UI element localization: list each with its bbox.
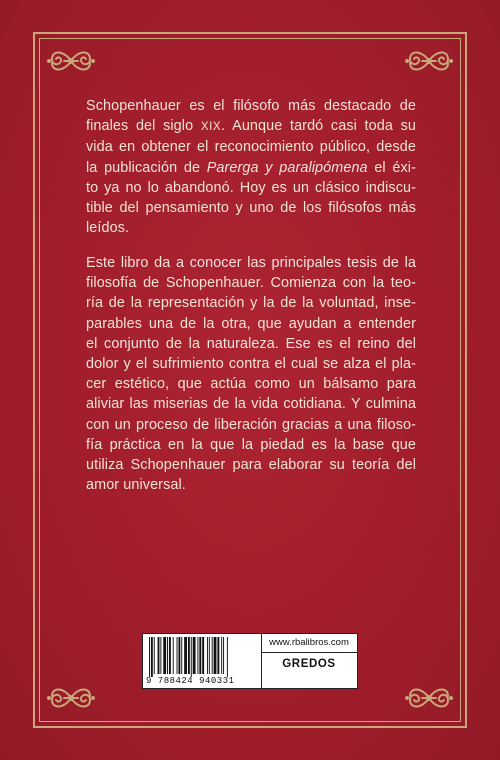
publisher-website: www.rbalibros.com: [269, 637, 349, 648]
synopsis-paragraph-2: [86, 253, 416, 495]
barcode-bar: [217, 637, 219, 674]
text-line: filosofía de Schopenhauer. Comienza con la teo-: [86, 275, 416, 292]
barcode-bar: [227, 637, 228, 677]
text-line: Schopenhauer es el filósofo más destacado de: [86, 98, 416, 114]
barcode-bar: [178, 637, 180, 674]
text-line: vida en obtener el reconocimiento público, desde: [86, 139, 416, 156]
barcode-bar: [169, 637, 171, 674]
barcode-panel: [142, 633, 358, 689]
text-line: con un proceso de liberación gracias a una filoso-: [86, 416, 416, 433]
barcode-bar: [221, 637, 222, 674]
text-line: utiliza Schopenhauer para elaborar su teoría del: [86, 457, 416, 474]
corner-ornament-icon: [44, 681, 98, 715]
barcode-bar: [193, 637, 196, 674]
barcode-bar: [223, 637, 224, 674]
barcode-bar: [181, 637, 182, 674]
text-line: la publicación de Parerga y paralipómena el éxi-: [86, 159, 416, 176]
text-line: amor universal.: [86, 477, 186, 494]
text-line: fía práctica en la que la piedad es la base que: [86, 436, 416, 453]
barcode-bar: [167, 637, 168, 674]
text-line: leídos.: [86, 220, 130, 237]
barcode-bar: [214, 637, 217, 674]
barcode-bar: [151, 637, 153, 677]
text-line: aliviar las miserias de la vida cotidiana. Y culmina: [86, 396, 416, 413]
divider: [261, 634, 262, 688]
barcode-bar: [202, 637, 204, 674]
barcode-bar: [184, 637, 187, 674]
corner-ornament-icon: [44, 44, 98, 78]
barcode-bar: [177, 637, 178, 674]
barcode-bar: [154, 637, 155, 674]
text-line: Este libro da a conocer las principales tesis de la: [86, 255, 416, 271]
barcode-bar: [173, 637, 174, 674]
barcode-bar: [212, 637, 213, 674]
barcode-bar: [188, 637, 190, 674]
text-line: dolor y el sufrimiento contra el cual se alza el pla-: [86, 356, 416, 373]
text-line: parables una de la otra, que ayudan a entender: [86, 315, 416, 332]
text-line: el conjunto de la naturaleza. Ese es el reino del: [86, 335, 416, 352]
barcode-bar: [199, 637, 201, 674]
text-line: tible del pensamiento y uno de los filósofos más: [86, 200, 416, 217]
barcode-icon: [147, 637, 255, 677]
corner-ornament-icon: [402, 681, 456, 715]
barcode-bar: [209, 637, 210, 674]
book-title: Parerga y paralipómena: [206, 159, 368, 176]
century-numeral: XIX: [200, 121, 222, 134]
isbn-number: 9 788424 940331: [146, 676, 235, 686]
divider: [261, 652, 357, 653]
barcode-bar: [160, 637, 161, 674]
text-line: finales del siglo XIX. Aunque tardó casi toda su: [86, 118, 416, 135]
publisher-name: GREDOS: [282, 658, 336, 670]
barcode-bar: [191, 637, 192, 677]
barcode-bar: [207, 637, 208, 674]
barcode-bar: [197, 637, 198, 674]
text-line: cer estético, que actúa como un bálsamo para: [86, 376, 416, 393]
text-line: to ya no lo abandonó. Hoy es un clásico indiscu-: [86, 179, 416, 196]
barcode-bar: [149, 637, 150, 677]
synopsis-paragraph-1: [86, 96, 416, 238]
corner-ornament-icon: [402, 44, 456, 78]
barcode-bar: [158, 637, 160, 674]
text-line: ría de la representación y la de la voluntad, inse-: [86, 295, 416, 312]
barcode-bar: [163, 637, 166, 674]
